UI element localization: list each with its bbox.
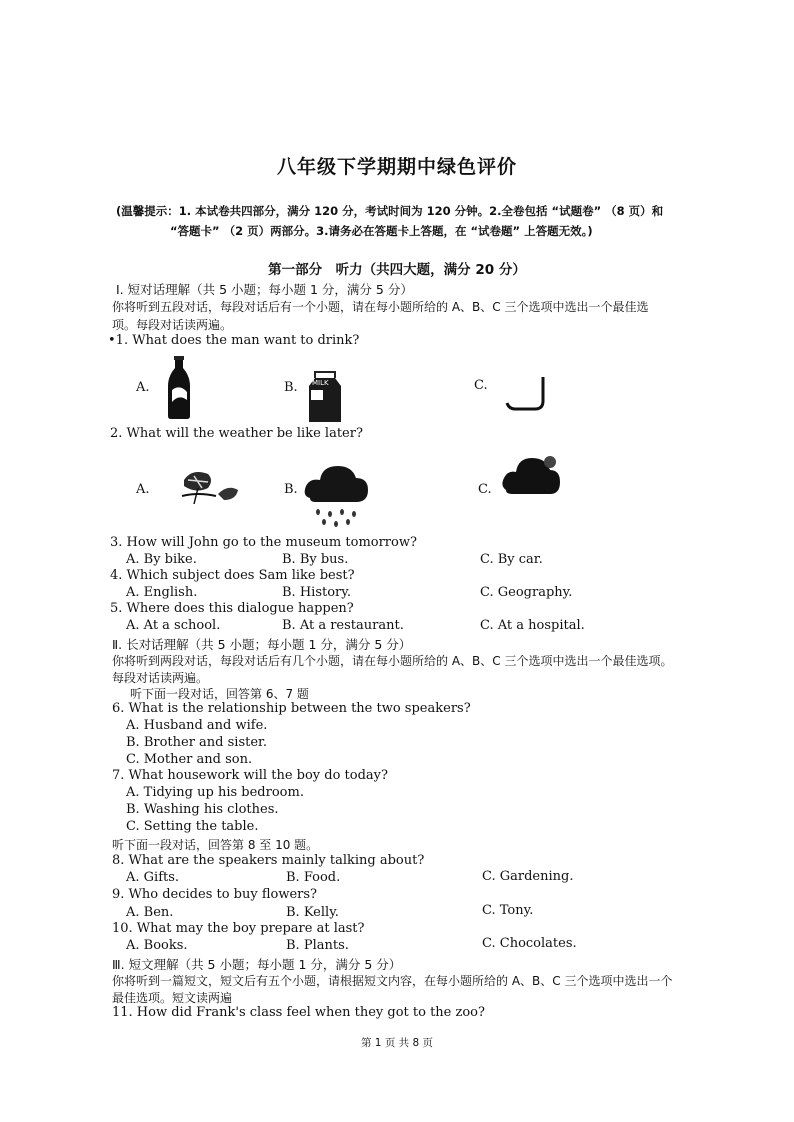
rain-cloud-image xyxy=(302,458,372,528)
question-9: 9. Who decides to buy flowers? xyxy=(112,887,318,902)
q2-option-c-label: C. xyxy=(478,482,492,497)
q5-option-c: C. At a hospital. xyxy=(480,618,585,633)
q8-option-c: C. Gardening. xyxy=(482,869,574,884)
q8-option-a: A. Gifts. xyxy=(126,870,180,885)
q1-option-a-label: A. xyxy=(136,380,150,395)
glass-cup-image xyxy=(505,375,549,411)
q1-option-b-label: B. xyxy=(284,380,298,395)
q7-option-b: B. Washing his clothes. xyxy=(126,802,279,817)
windy-leaves-image xyxy=(178,466,242,506)
question-6: 6. What is the relationship between the two speakers? xyxy=(112,701,471,716)
cola-bottle-image xyxy=(160,356,200,420)
section-3-instruction-2: 最佳选项。短文读两遍 xyxy=(112,991,233,1005)
question-1: •1. What does the man want to drink? xyxy=(108,333,360,348)
notice-line-1: (温馨提示：1. 本试卷共四部分，满分 120 分，考试时间为 120 分钟。2.全卷包括 “试题卷” （8 页）和 xyxy=(116,204,664,218)
q9-option-a: A. Ben. xyxy=(126,905,174,920)
section-1-instruction-2: 项。每段对话读两遍。 xyxy=(112,318,233,332)
part-one-heading: 第一部分 听力（共四大题，满分 20 分） xyxy=(268,262,526,278)
notice-line-2: “答题卡” （2 页）两部分。3.请务必在答题卡上答题，在 “试卷题” 上答题无效。) xyxy=(170,224,593,238)
q4-option-c: C. Geography. xyxy=(480,585,573,600)
section-1-heading: Ⅰ. 短对话理解（共 5 小题；每小题 1 分，满分 5 分） xyxy=(116,282,413,297)
q3-option-b: B. By bus. xyxy=(282,552,349,567)
q1-option-c-label: C. xyxy=(474,378,488,393)
section-2-heading: Ⅱ. 长对话理解（共 5 小题；每小题 1 分，满分 5 分） xyxy=(112,637,412,652)
question-10: 10. What may the boy prepare at last? xyxy=(112,921,365,936)
q7-option-c: C. Setting the table. xyxy=(126,819,259,834)
q6-option-b: B. Brother and sister. xyxy=(126,735,267,750)
section-2-subheading-2: 听下面一段对话，回答第 8 至 10 题。 xyxy=(112,838,319,852)
q9-option-c: C. Tony. xyxy=(482,903,534,918)
section-3-instruction-1: 你将听到一篇短文，短文后有五个小题，请根据短文内容，在每小题所给的 A、B、C 三个选项中选出一个 xyxy=(112,974,673,988)
q2-option-b-label: B. xyxy=(284,482,298,497)
question-4: 4. Which subject does Sam like best? xyxy=(110,568,355,583)
q3-option-a: A. By bike. xyxy=(126,552,197,567)
q5-option-a: A. At a school. xyxy=(126,618,221,633)
q5-option-b: B. At a restaurant. xyxy=(282,618,404,633)
question-3: 3. How will John go to the museum tomorrow? xyxy=(110,535,417,550)
section-3-heading: Ⅲ. 短文理解（共 5 小题；每小题 1 分，满分 5 分） xyxy=(112,957,402,972)
q3-option-c: C. By car. xyxy=(480,552,543,567)
milk-label: MILK xyxy=(312,379,329,387)
q7-option-a: A. Tidying up his bedroom. xyxy=(126,785,304,800)
page-footer: 第 1 页 共 8 页 xyxy=(360,1037,434,1049)
section-2-instruction-1: 你将听到两段对话，每段对话后有几个小题，请在每小题所给的 A、B、C 三个选项中选出一个最佳选项。 xyxy=(112,654,673,668)
q8-option-b: B. Food. xyxy=(286,870,341,885)
section-1-instruction-1: 你将听到五段对话，每段对话后有一个小题，请在每小题所给的 A、B、C 三个选项中选出一个最佳选 xyxy=(112,300,649,314)
q10-option-a: A. Books. xyxy=(126,938,188,953)
section-2-instruction-2: 每段对话读两遍。 xyxy=(112,671,209,685)
milk-carton-image xyxy=(305,372,345,424)
q9-option-b: B. Kelly. xyxy=(286,905,339,920)
q4-option-b: B. History. xyxy=(282,585,351,600)
dark-cloud-image xyxy=(500,452,564,504)
q4-option-a: A. English. xyxy=(126,585,198,600)
question-5: 5. Where does this dialogue happen? xyxy=(110,601,354,616)
question-2: 2. What will the weather be like later? xyxy=(110,426,363,441)
exam-title: 八年级下学期期中绿色评价 xyxy=(276,156,517,178)
q10-option-b: B. Plants. xyxy=(286,938,349,953)
q6-option-c: C. Mother and son. xyxy=(126,752,253,767)
q2-option-a-label: A. xyxy=(136,482,150,497)
question-7: 7. What housework will the boy do today? xyxy=(112,768,388,783)
question-8: 8. What are the speakers mainly talking about? xyxy=(112,853,425,868)
q6-option-a: A. Husband and wife. xyxy=(126,718,268,733)
q10-option-c: C. Chocolates. xyxy=(482,936,577,951)
question-11: 11. How did Frank's class feel when they got to the zoo? xyxy=(112,1005,485,1020)
section-2-subheading-1: 听下面一段对话，回答第 6、7 题 xyxy=(130,687,309,701)
